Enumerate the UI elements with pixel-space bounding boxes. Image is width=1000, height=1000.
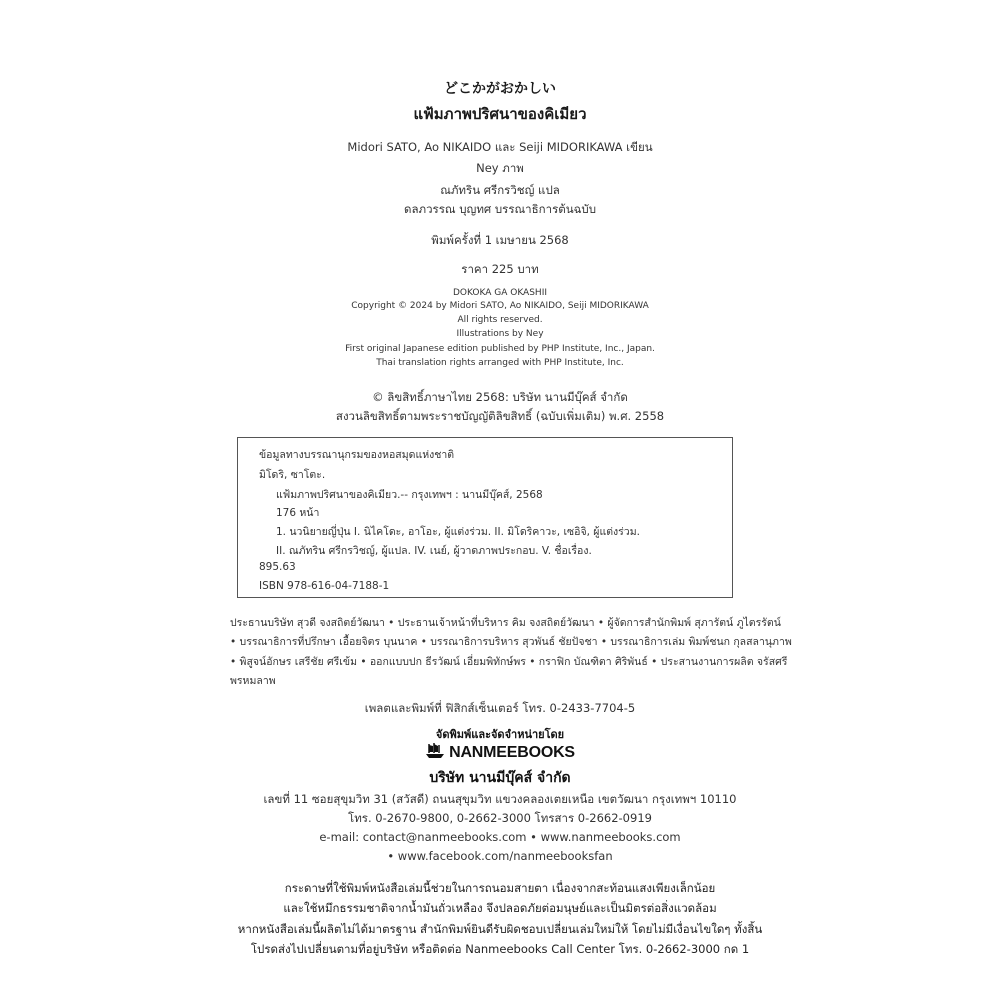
catalog-title: แฟ้มภาพปริศนาของคิเมียว.-- กรุงเทพฯ : นานมีบุ๊คส์, 2568 <box>276 489 543 501</box>
catalog-isbn: ISBN 978-616-04-7188-1 <box>259 580 390 592</box>
catalog-class-number: 895.63 <box>259 561 296 573</box>
exchange-note: โปรดส่งไปเปลี่ยนตามที่อยู่บริษัท หรือติดต่อ Nanmeebooks Call Center โทร. 0-2662-3000 กด 1 <box>250 942 750 956</box>
catalog-subjects: II. ณภัทริน ศรีกรวิชญ์, ผู้แปล. IV. เนย์, ผู้วาดภาพประกอบ. V. ชื่อเรื่อง. <box>276 545 592 557</box>
copyright-line: Thai translation rights arranged with PHP Institute, Inc. <box>376 358 624 368</box>
price: ราคา 225 บาท <box>461 262 539 276</box>
logo-wordmark: NANMEEBOOKS <box>449 744 575 761</box>
ship-icon <box>425 742 445 764</box>
printer-info: เพลตและพิมพ์ที่ ฟิสิกส์เซ็นเตอร์ โทร. 0-2433-7704-5 <box>364 701 636 715</box>
translator-credit: ณภัทริน ศรีกรวิชญ์ แปล <box>440 183 560 197</box>
paper-note: กระดาษที่ใช้พิมพ์หนังสือเล่มนี้ช่วยในการถนอมสายตา เนื่องจากสะท้อนแสงเพียงเล็กน้อย <box>284 881 716 895</box>
company-phone: โทร. 0-2670-9800, 0-2662-3000 โทรสาร 0-2662-0919 <box>348 811 652 825</box>
catalog-author: มิโดริ, ซาโตะ. <box>259 469 326 481</box>
catalog-subjects: 1. นวนิยายญี่ปุ่น I. นิไคโดะ, อาโอะ, ผู้แต่งร่วม. II. มิโดริคาวะ, เซอิจิ, ผู้แต่งร่วม. <box>276 526 640 538</box>
copyright-line: Copyright © 2024 by Midori SATO, Ao NIKAIDO, Seiji MIDORIKAWA <box>351 301 649 311</box>
catalog-heading: ข้อมูลทางบรรณานุกรมของหอสมุดแห่งชาติ <box>259 449 455 461</box>
staff-line: • บรรณาธิการที่ปรึกษา เอื้อยจิตร บุนนาค • บรรณาธิการบริหาร สุวพันธ์ ชัยปัจชา • บรรณาธิการเล่ม พิมพ์ชนก กุลสลานุภาพ <box>230 636 792 648</box>
thai-copyright: © ลิขสิทธิ์ภาษาไทย 2568: บริษัท นานมีบุ๊คส์ จำกัด <box>372 390 628 404</box>
copyright-line: Illustrations by Ney <box>456 329 544 339</box>
copyright-line: DOKOKA GA OKASHII <box>452 288 548 298</box>
publisher-logo <box>0 742 1000 764</box>
edition-info: พิมพ์ครั้งที่ 1 เมษายน 2568 <box>431 233 569 247</box>
copyright-line: First original Japanese edition published by PHP Institute, Inc., Japan. <box>345 344 655 354</box>
staff-line: พรหมลาพ <box>230 675 276 687</box>
catalog-pages: 176 หน้า <box>276 507 320 519</box>
authors-credit: Midori SATO, Ao NIKAIDO และ Seiji MIDORIKAWA เขียน <box>347 140 653 154</box>
copyright-line: All rights reserved. <box>457 315 543 325</box>
thai-title: แฟ้มภาพปริศนาของคิเมียว <box>413 105 587 123</box>
ink-note: และใช้หมึกธรรมชาติจากน้ำมันถั่วเหลือง จึงปลอดภัยต่อมนุษย์และเป็นมิตรต่อสิ่งแวดล้อม <box>283 901 717 915</box>
company-web: e-mail: contact@nanmeebooks.com • www.nanmeebooks.com <box>319 830 681 844</box>
editor-credit: ดลภวรรณ บุญทศ บรรณาธิการต้นฉบับ <box>403 202 597 216</box>
illustrator-credit: Ney ภาพ <box>476 161 524 175</box>
japanese-title: どこかがおかしい <box>444 81 556 97</box>
cataloging-data-box <box>237 437 733 598</box>
staff-line: • พิสูจน์อักษร เสรีชัย ศรีเข้ม • ออกแบบปก ธีรวัฒน์ เอี่ยมพิทักษ์พร • กราฟิก บัณฑิตา ศิริพันธ์ • ประสานงานการผลิต จรัสศรี <box>230 656 788 668</box>
company-name: บริษัท นานมีบุ๊คส์ จำกัด <box>429 770 571 786</box>
company-address: เลขที่ 11 ซอยสุขุมวิท 31 (สวัสดี) ถนนสุขุมวิท แขวงคลองเตยเหนือ เขตวัฒนา กรุงเทพฯ 10110 <box>263 792 737 806</box>
defect-note: หากหนังสือเล่มนี้ผลิตไม่ได้มาตรฐาน สำนักพิมพ์ยินดีรับผิดชอบเปลี่ยนเล่มใหม่ให้ โดยไม่มีเงื่อนไขใดๆ ทั้งสิ้น <box>237 922 763 936</box>
company-facebook: • www.facebook.com/nanmeebooksfan <box>387 849 613 863</box>
staff-line: ประธานบริษัท สุวดี จงสถิตย์วัฒนา • ประธานเจ้าหน้าที่บริหาร คิม จงสถิตย์วัฒนา • ผู้จัดการสำนักพิมพ์ สุภารัตน์ ภูไตรรัตน์ <box>230 617 781 629</box>
thai-copyright-act: สงวนลิขสิทธิ์ตามพระราชบัญญัติลิขสิทธิ์ (ฉบับเพิ่มเติม) พ.ศ. 2558 <box>335 409 665 423</box>
distributor-label: จัดพิมพ์และจัดจำหน่ายโดย <box>435 728 565 741</box>
